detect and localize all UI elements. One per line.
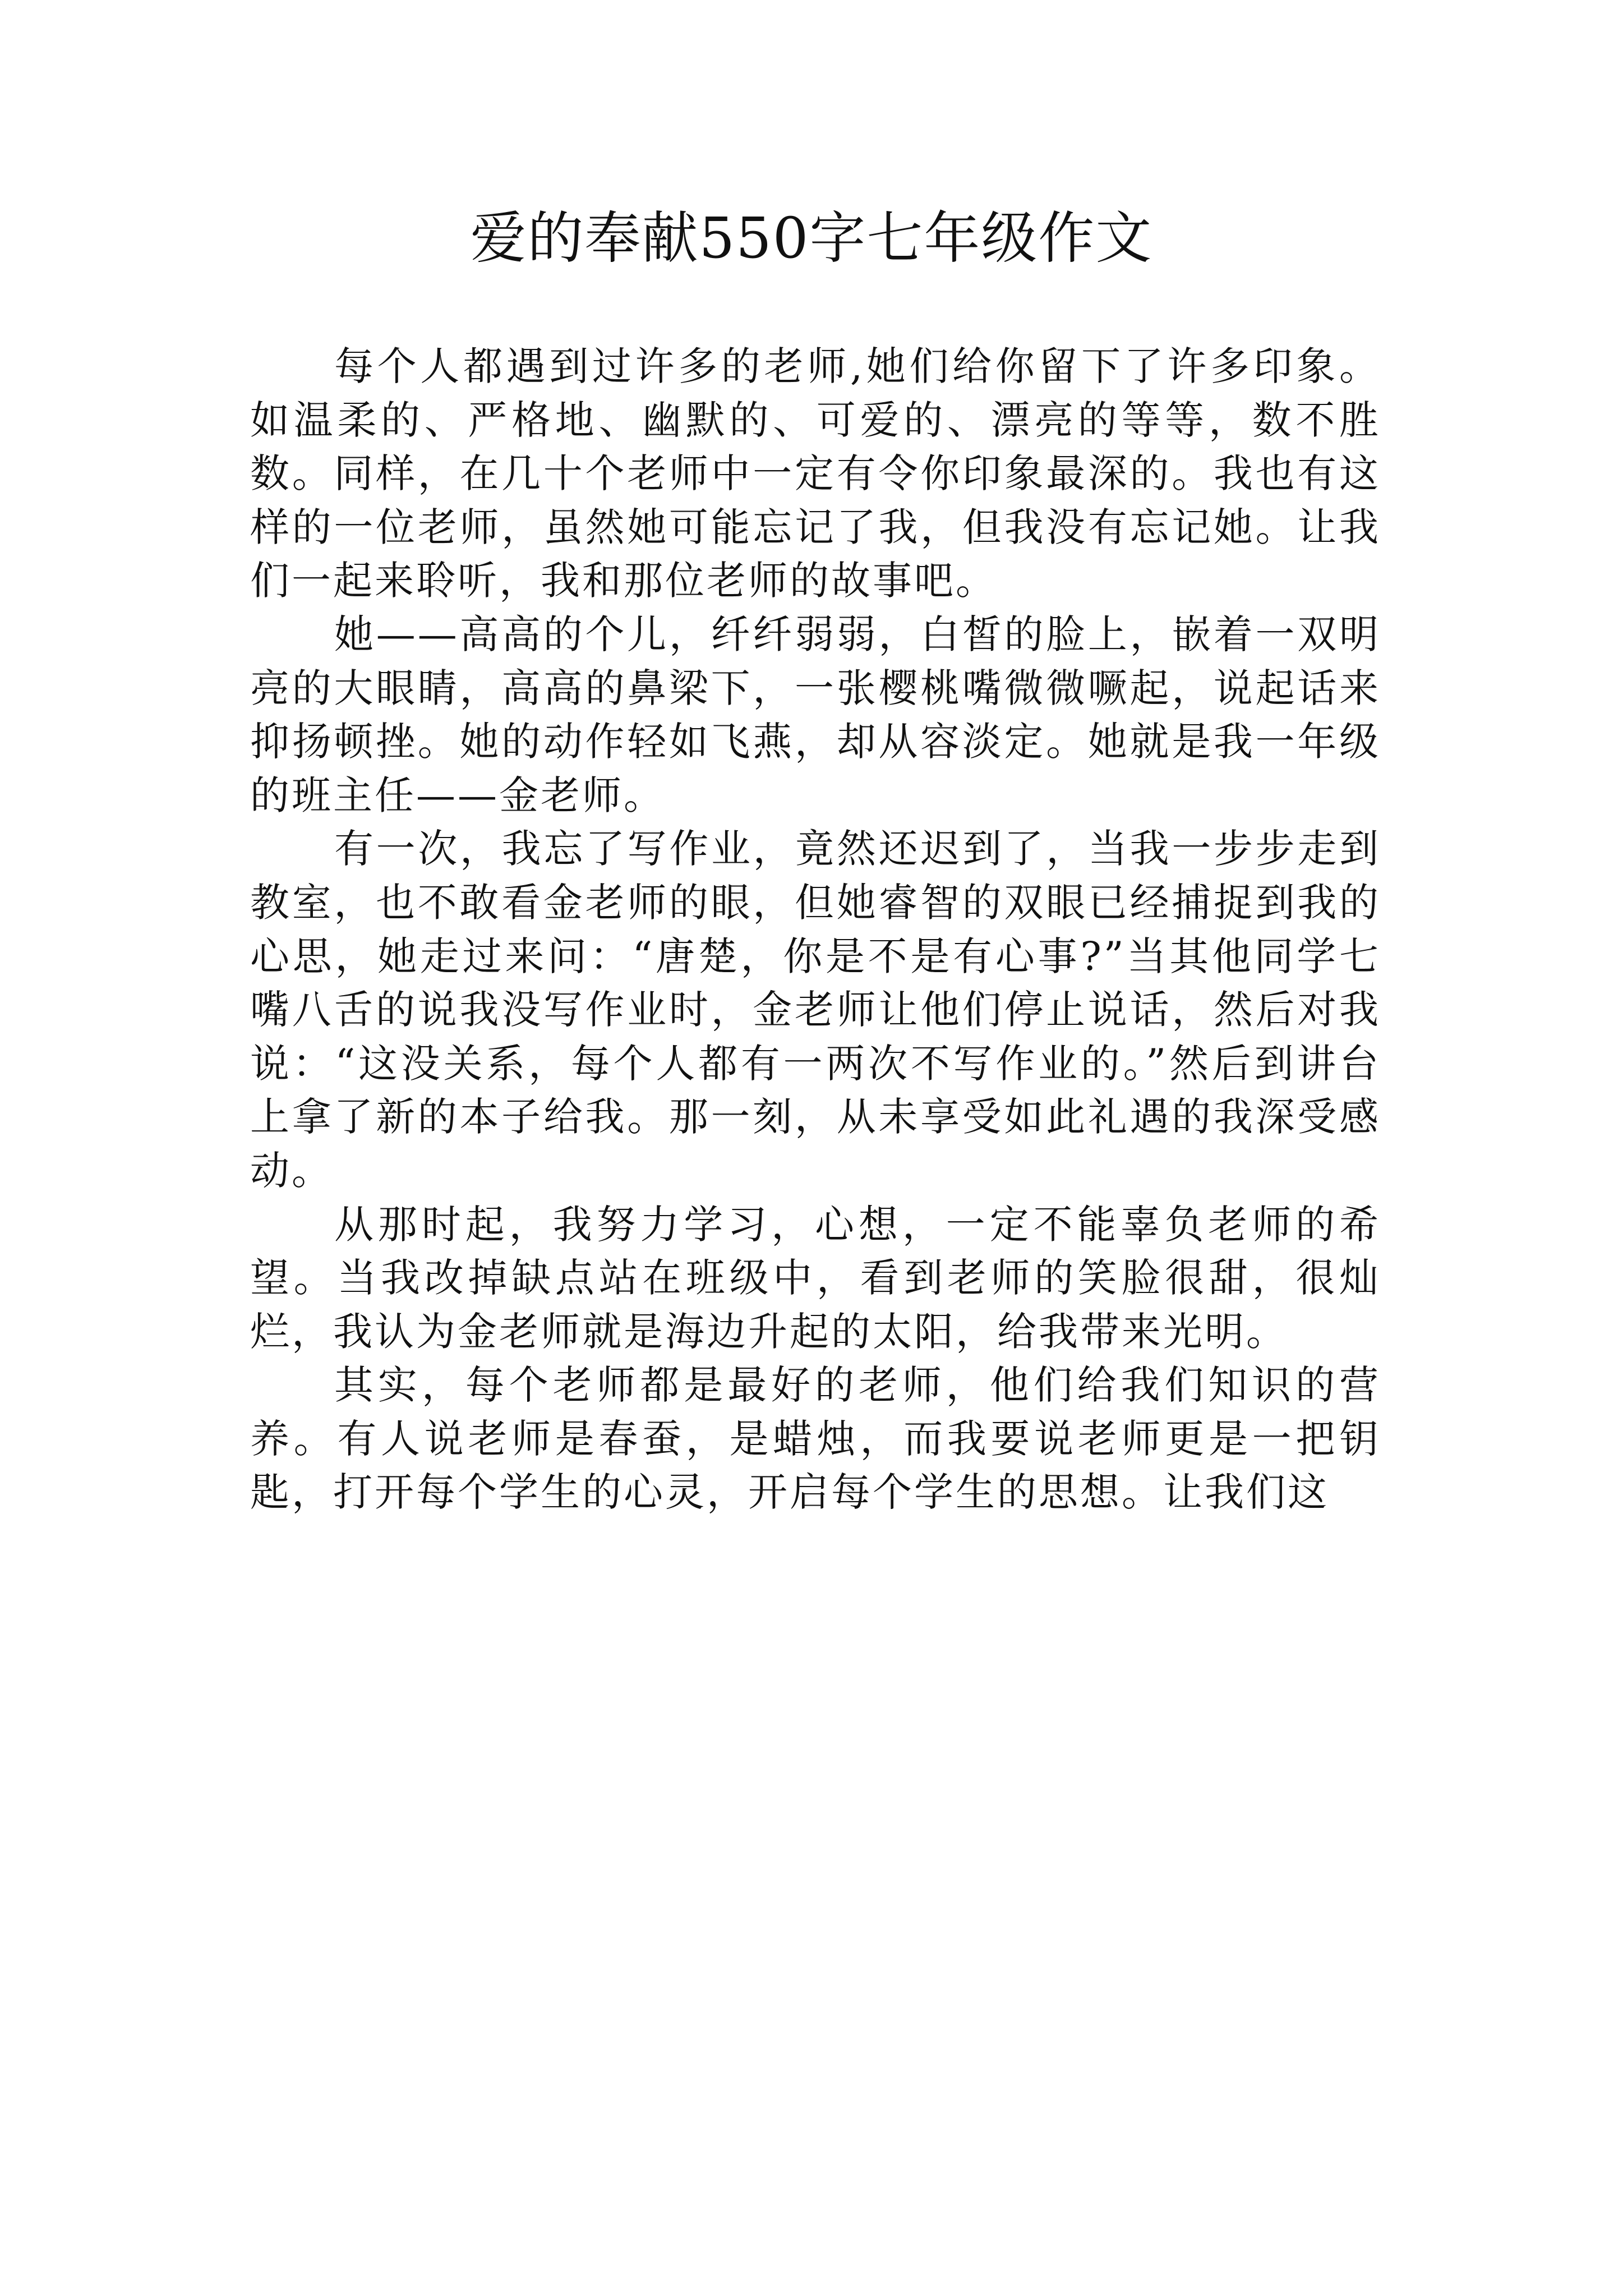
document-body [250, 340, 1381, 1520]
document-title: 爱的奉献550字七年级作文 [470, 205, 1153, 271]
paragraph: 其实，每个老师都是最好的老师，他们给我们知识的营养。有人说老师是春蚕，是蜡烛，而我要说老师更是一把钥匙，打开每个学生的心灵，开启每个学生的思想。让我们这 [250, 1362, 1381, 1516]
paragraph: 从那时起，我努力学习，心想，一定不能辜负老师的希望。当我改掉缺点站在班级中，看到老师的笑脸很甜，很灿烂，我认为金老师就是海边升起的太阳，给我带来光明。 [250, 1201, 1381, 1355]
paragraph: 每个人都遇到过许多的老师,她们给你留下了许多印象。如温柔的、严格地、幽默的、可爱的、漂亮的等等，数不胜数。同样，在几十个老师中一定有令你印象最深的。我也有这样的一位老师，虽然她可能忘记了我，但我没有忘记她。让我们一起来聆听，我和那位老师的故事吧。 [250, 343, 1381, 604]
paragraph: 她——高高的个儿，纤纤弱弱，白皙的脸上，嵌着一双明亮的大眼睛，高高的鼻梁下，一张樱桃嘴微微噘起，说起话来抑扬顿挫。她的动作轻如飞燕，却从容淡定。她就是我一年级的班主任——金老师。 [250, 611, 1381, 818]
paragraph: 有一次，我忘了写作业，竟然还迟到了，当我一步步走到教室，也不敢看金老师的眼，但她睿智的双眼已经捕捉到我的心思，她走过来问：“唐楚，你是不是有心事?”当其他同学七嘴八舌的说我没写作业时，金老师让他们停止说话，然后对我说：“这没关系，每个人都有一两次不写作业的。”然后到讲台上拿了新的本子给我。那一刻，从未享受如此礼遇的我深受感动。 [250, 826, 1381, 1194]
